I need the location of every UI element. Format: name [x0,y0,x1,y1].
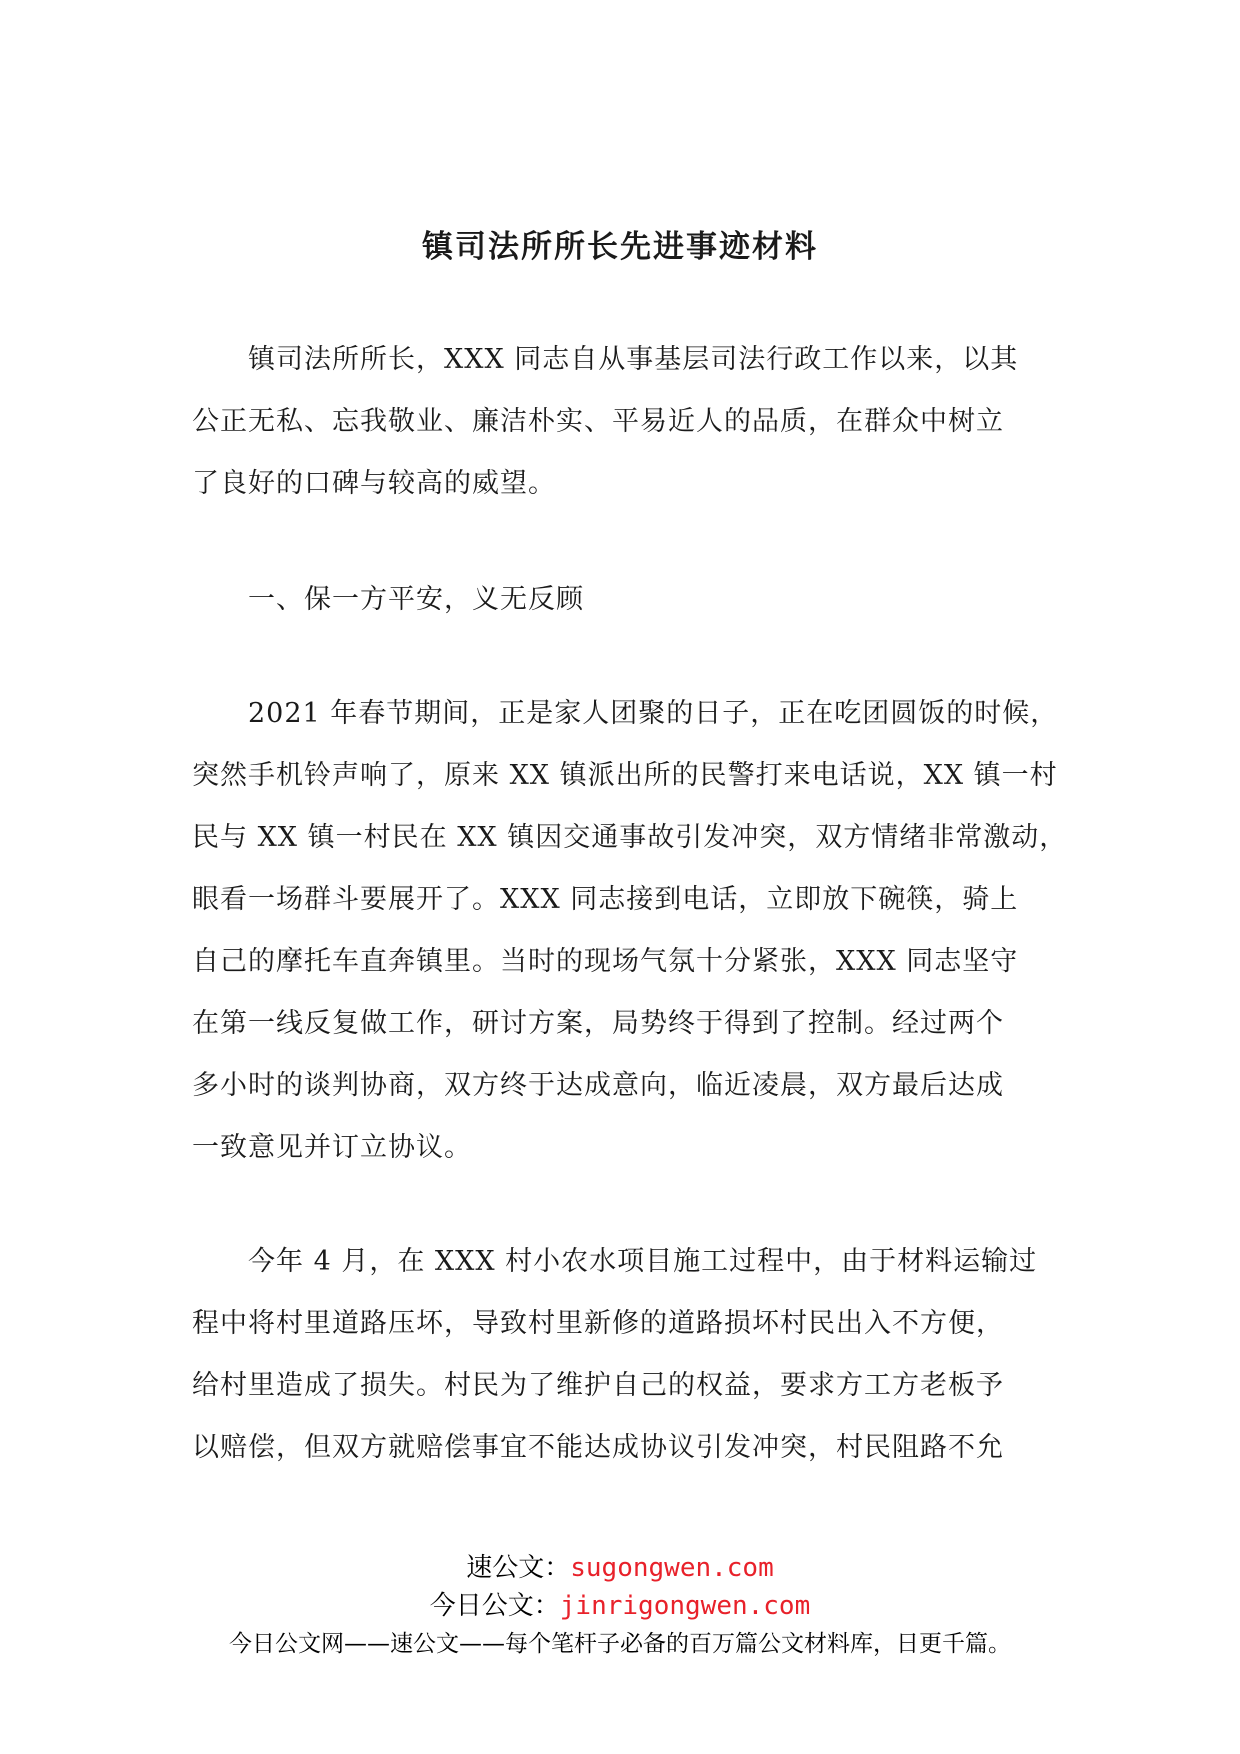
body-line: 眼看一场群斗要展开了。XXX 同志接到电话，立即放下碗筷，骑上 [192,884,1019,915]
body-line: 一致意见并订立协议。 [192,1132,472,1163]
body-line: 2021 年春节期间，正是家人团聚的日子，正在吃团圆饭的时候， [192,698,1059,729]
body-line: 民与 XX 镇一村民在 XX 镇因交通事故引发冲突，双方情绪非常激动， [192,822,1068,853]
body-line: 多小时的谈判协商，双方终于达成意向，临近凌晨，双方最后达成 [192,1070,1004,1101]
footer-sugongwen [0,1550,1240,1586]
body-line: 以赔偿，但双方就赔偿事宜不能达成协议引发冲突，村民阻路不允 [192,1432,1004,1463]
body-line: 突然手机铃声响了，原来 XX 镇派出所的民警打来电话说，XX 镇一村 [192,760,1058,791]
sugongwen-link[interactable]: sugongwen.com [570,1553,774,1583]
document-title: 镇司法所所长先进事迹材料 [422,229,818,265]
footer-label: 今日公文： [429,1591,560,1621]
jinrigongwen-link[interactable]: jinrigongwen.com [559,1591,811,1621]
body-line: 公正无私、忘我敬业、廉洁朴实、平易近人的品质，在群众中树立 [192,406,1004,437]
footer-label: 速公文： [466,1553,571,1583]
body-line: 了良好的口碑与较高的威望。 [192,468,556,499]
body-line: 在第一线反复做工作，研讨方案，局势终于得到了控制。经过两个 [192,1008,1004,1039]
section-heading: 一、保一方平安，义无反顾 [192,584,584,615]
body-line: 今年 4 月，在 XXX 村小农水项目施工过程中，由于材料运输过 [192,1246,1038,1277]
body-line: 自己的摩托车直奔镇里。当时的现场气氛十分紧张，XXX 同志坚守 [192,946,1019,977]
body-line: 程中将村里道路压坏，导致村里新修的道路损坏村民出入不方便， [192,1308,1004,1339]
body-line: 镇司法所所长，XXX 同志自从事基层司法行政工作以来，以其 [192,344,1019,375]
body-line: 给村里造成了损失。村民为了维护自己的权益，要求方工方老板予 [192,1370,1004,1401]
footer-jinrigongwen [0,1588,1240,1624]
footer-slogan: 今日公文网——速公文——每个笔杆子必备的百万篇公文材料库，日更千篇。 [229,1631,1011,1657]
